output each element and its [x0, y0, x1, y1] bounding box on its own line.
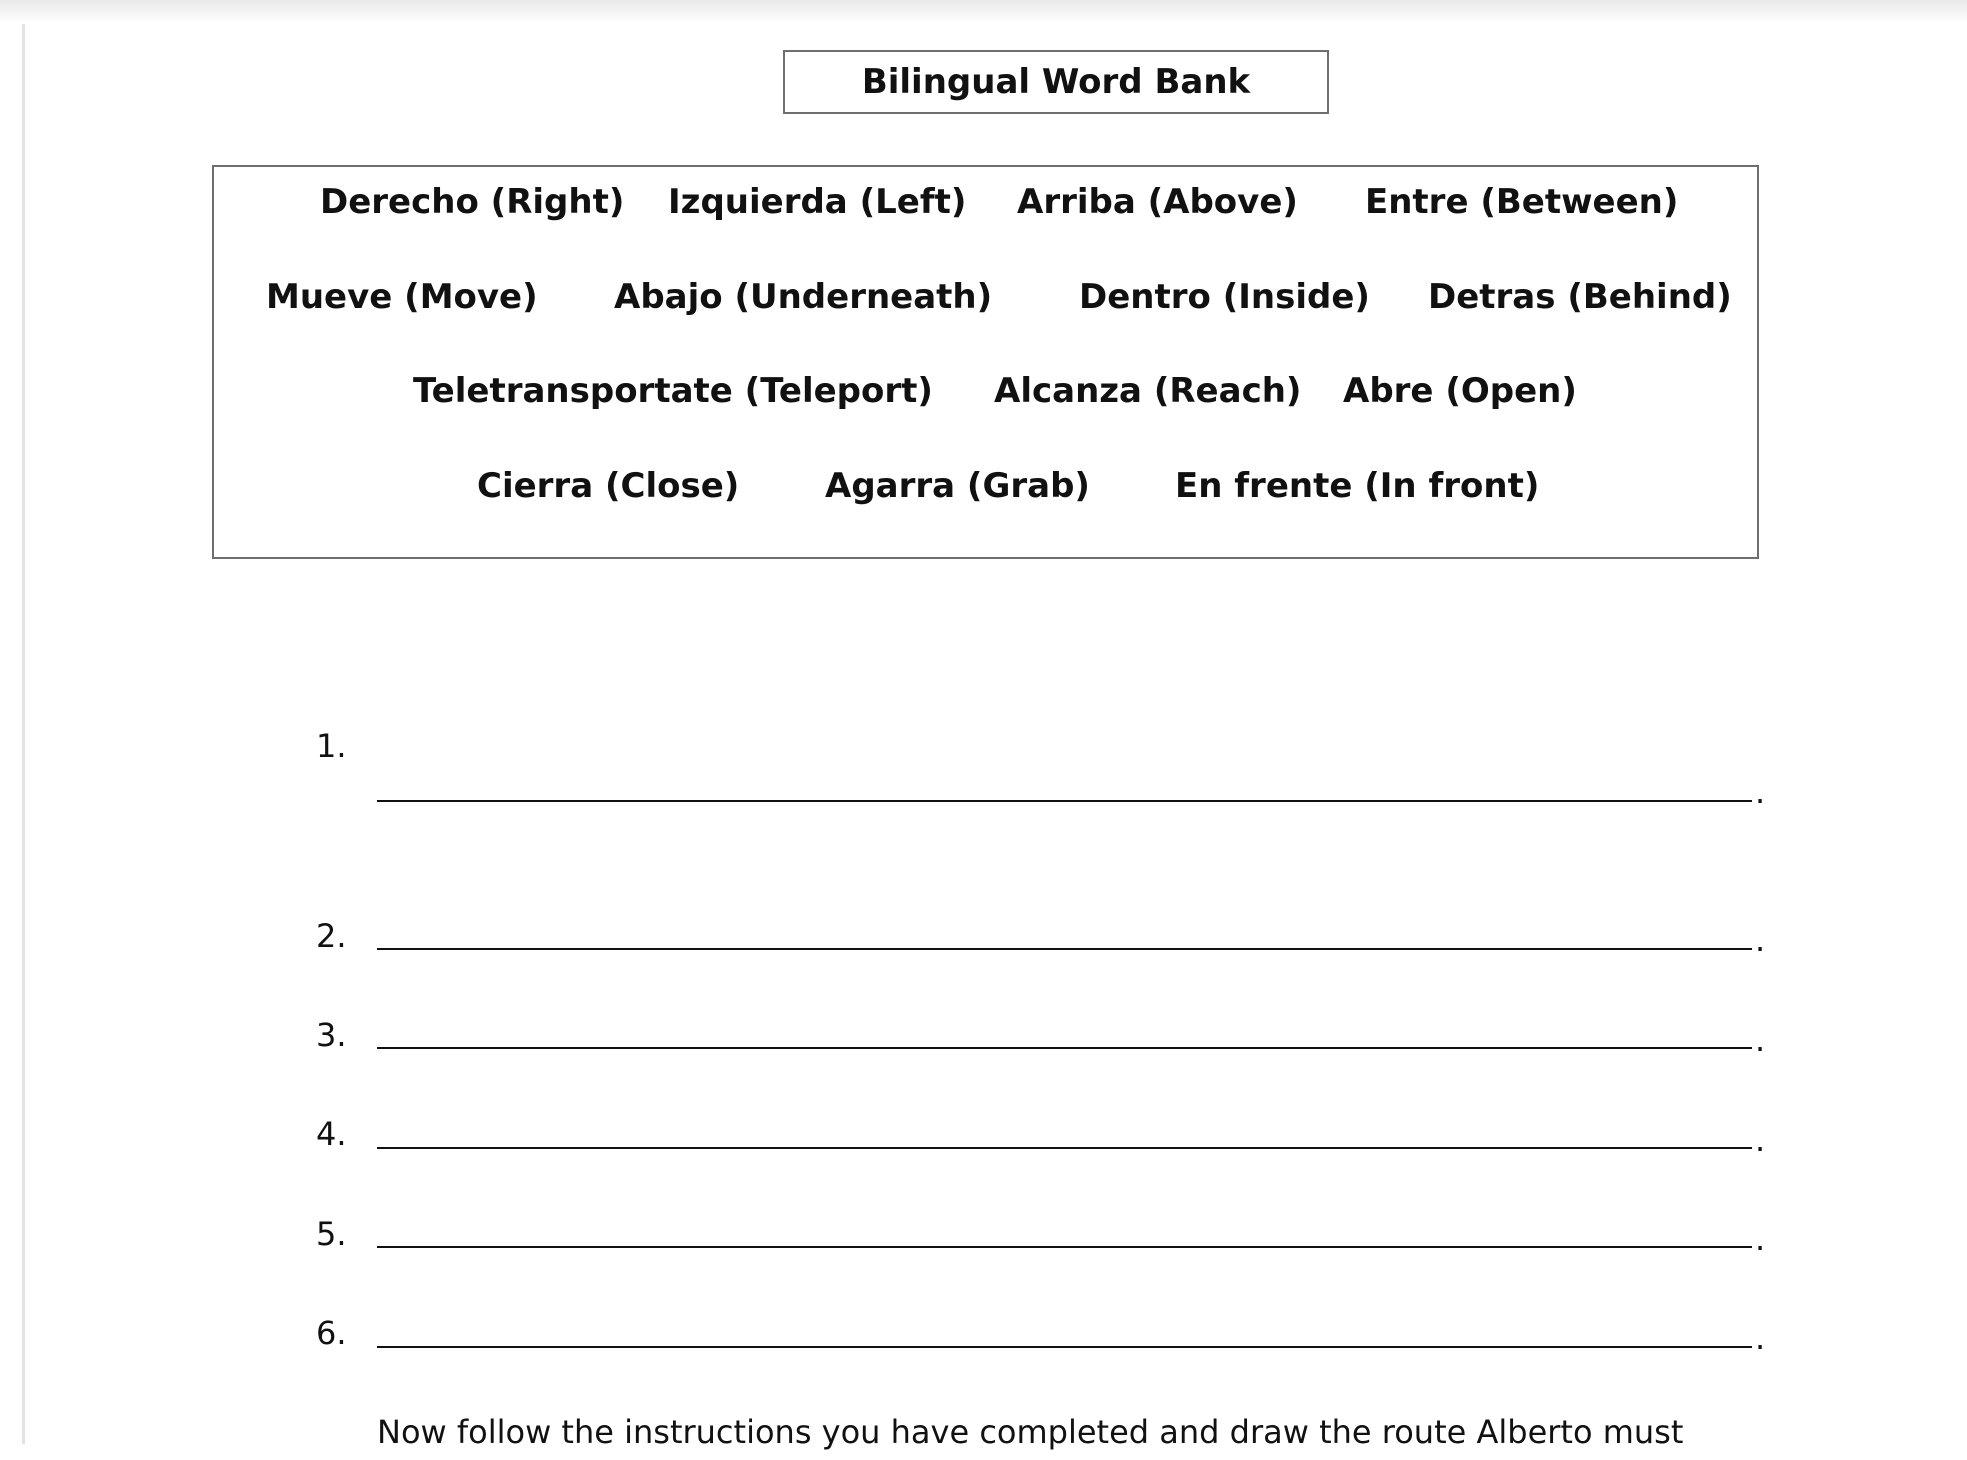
- answer-blank-6[interactable]: [377, 1346, 1752, 1348]
- word-entre: Entre (Between): [1365, 182, 1679, 222]
- answer-number-3: 3.: [316, 1016, 347, 1054]
- answer-period-4: .: [1755, 1121, 1766, 1159]
- word-bank-title: Bilingual Word Bank: [861, 62, 1251, 102]
- answer-period-5: .: [1755, 1220, 1766, 1258]
- page-left-edge: [22, 24, 25, 1444]
- answer-blank-5[interactable]: [377, 1246, 1752, 1248]
- word-bank-title-box: [783, 50, 1329, 114]
- answer-blank-1[interactable]: [377, 800, 1752, 802]
- word-abajo: Abajo (Underneath): [614, 277, 993, 317]
- word-arriba: Arriba (Above): [1017, 182, 1298, 222]
- page-top-shadow: [0, 0, 1967, 24]
- answer-blank-2[interactable]: [377, 948, 1752, 950]
- answer-period-1: .: [1755, 773, 1766, 811]
- word-mueve: Mueve (Move): [266, 277, 538, 317]
- answer-blank-4[interactable]: [377, 1147, 1752, 1149]
- word-dentro: Dentro (Inside): [1079, 277, 1370, 317]
- word-izquierda: Izquierda (Left): [668, 182, 967, 222]
- word-derecho: Derecho (Right): [320, 182, 625, 222]
- word-cierra: Cierra (Close): [477, 466, 740, 506]
- answer-number-6: 6.: [316, 1314, 347, 1352]
- word-detras: Detras (Behind): [1428, 277, 1732, 317]
- word-agarra: Agarra (Grab): [825, 466, 1090, 506]
- answer-number-2: 2.: [316, 917, 347, 955]
- answer-number-4: 4.: [316, 1115, 347, 1153]
- answer-period-6: .: [1755, 1319, 1766, 1357]
- word-teletransportate: Teletransportate (Teleport): [413, 371, 933, 411]
- answer-period-2: .: [1755, 921, 1766, 959]
- word-alcanza: Alcanza (Reach): [994, 371, 1302, 411]
- answer-number-1: 1.: [316, 727, 347, 765]
- route-instruction-text: Now follow the instructions you have completed and draw the route Alberto must: [377, 1413, 1684, 1451]
- word-en-frente: En frente (In front): [1175, 466, 1540, 506]
- answer-number-5: 5.: [316, 1215, 347, 1253]
- answer-blank-3[interactable]: [377, 1047, 1752, 1049]
- word-abre: Abre (Open): [1343, 371, 1577, 411]
- answer-period-3: .: [1755, 1021, 1766, 1059]
